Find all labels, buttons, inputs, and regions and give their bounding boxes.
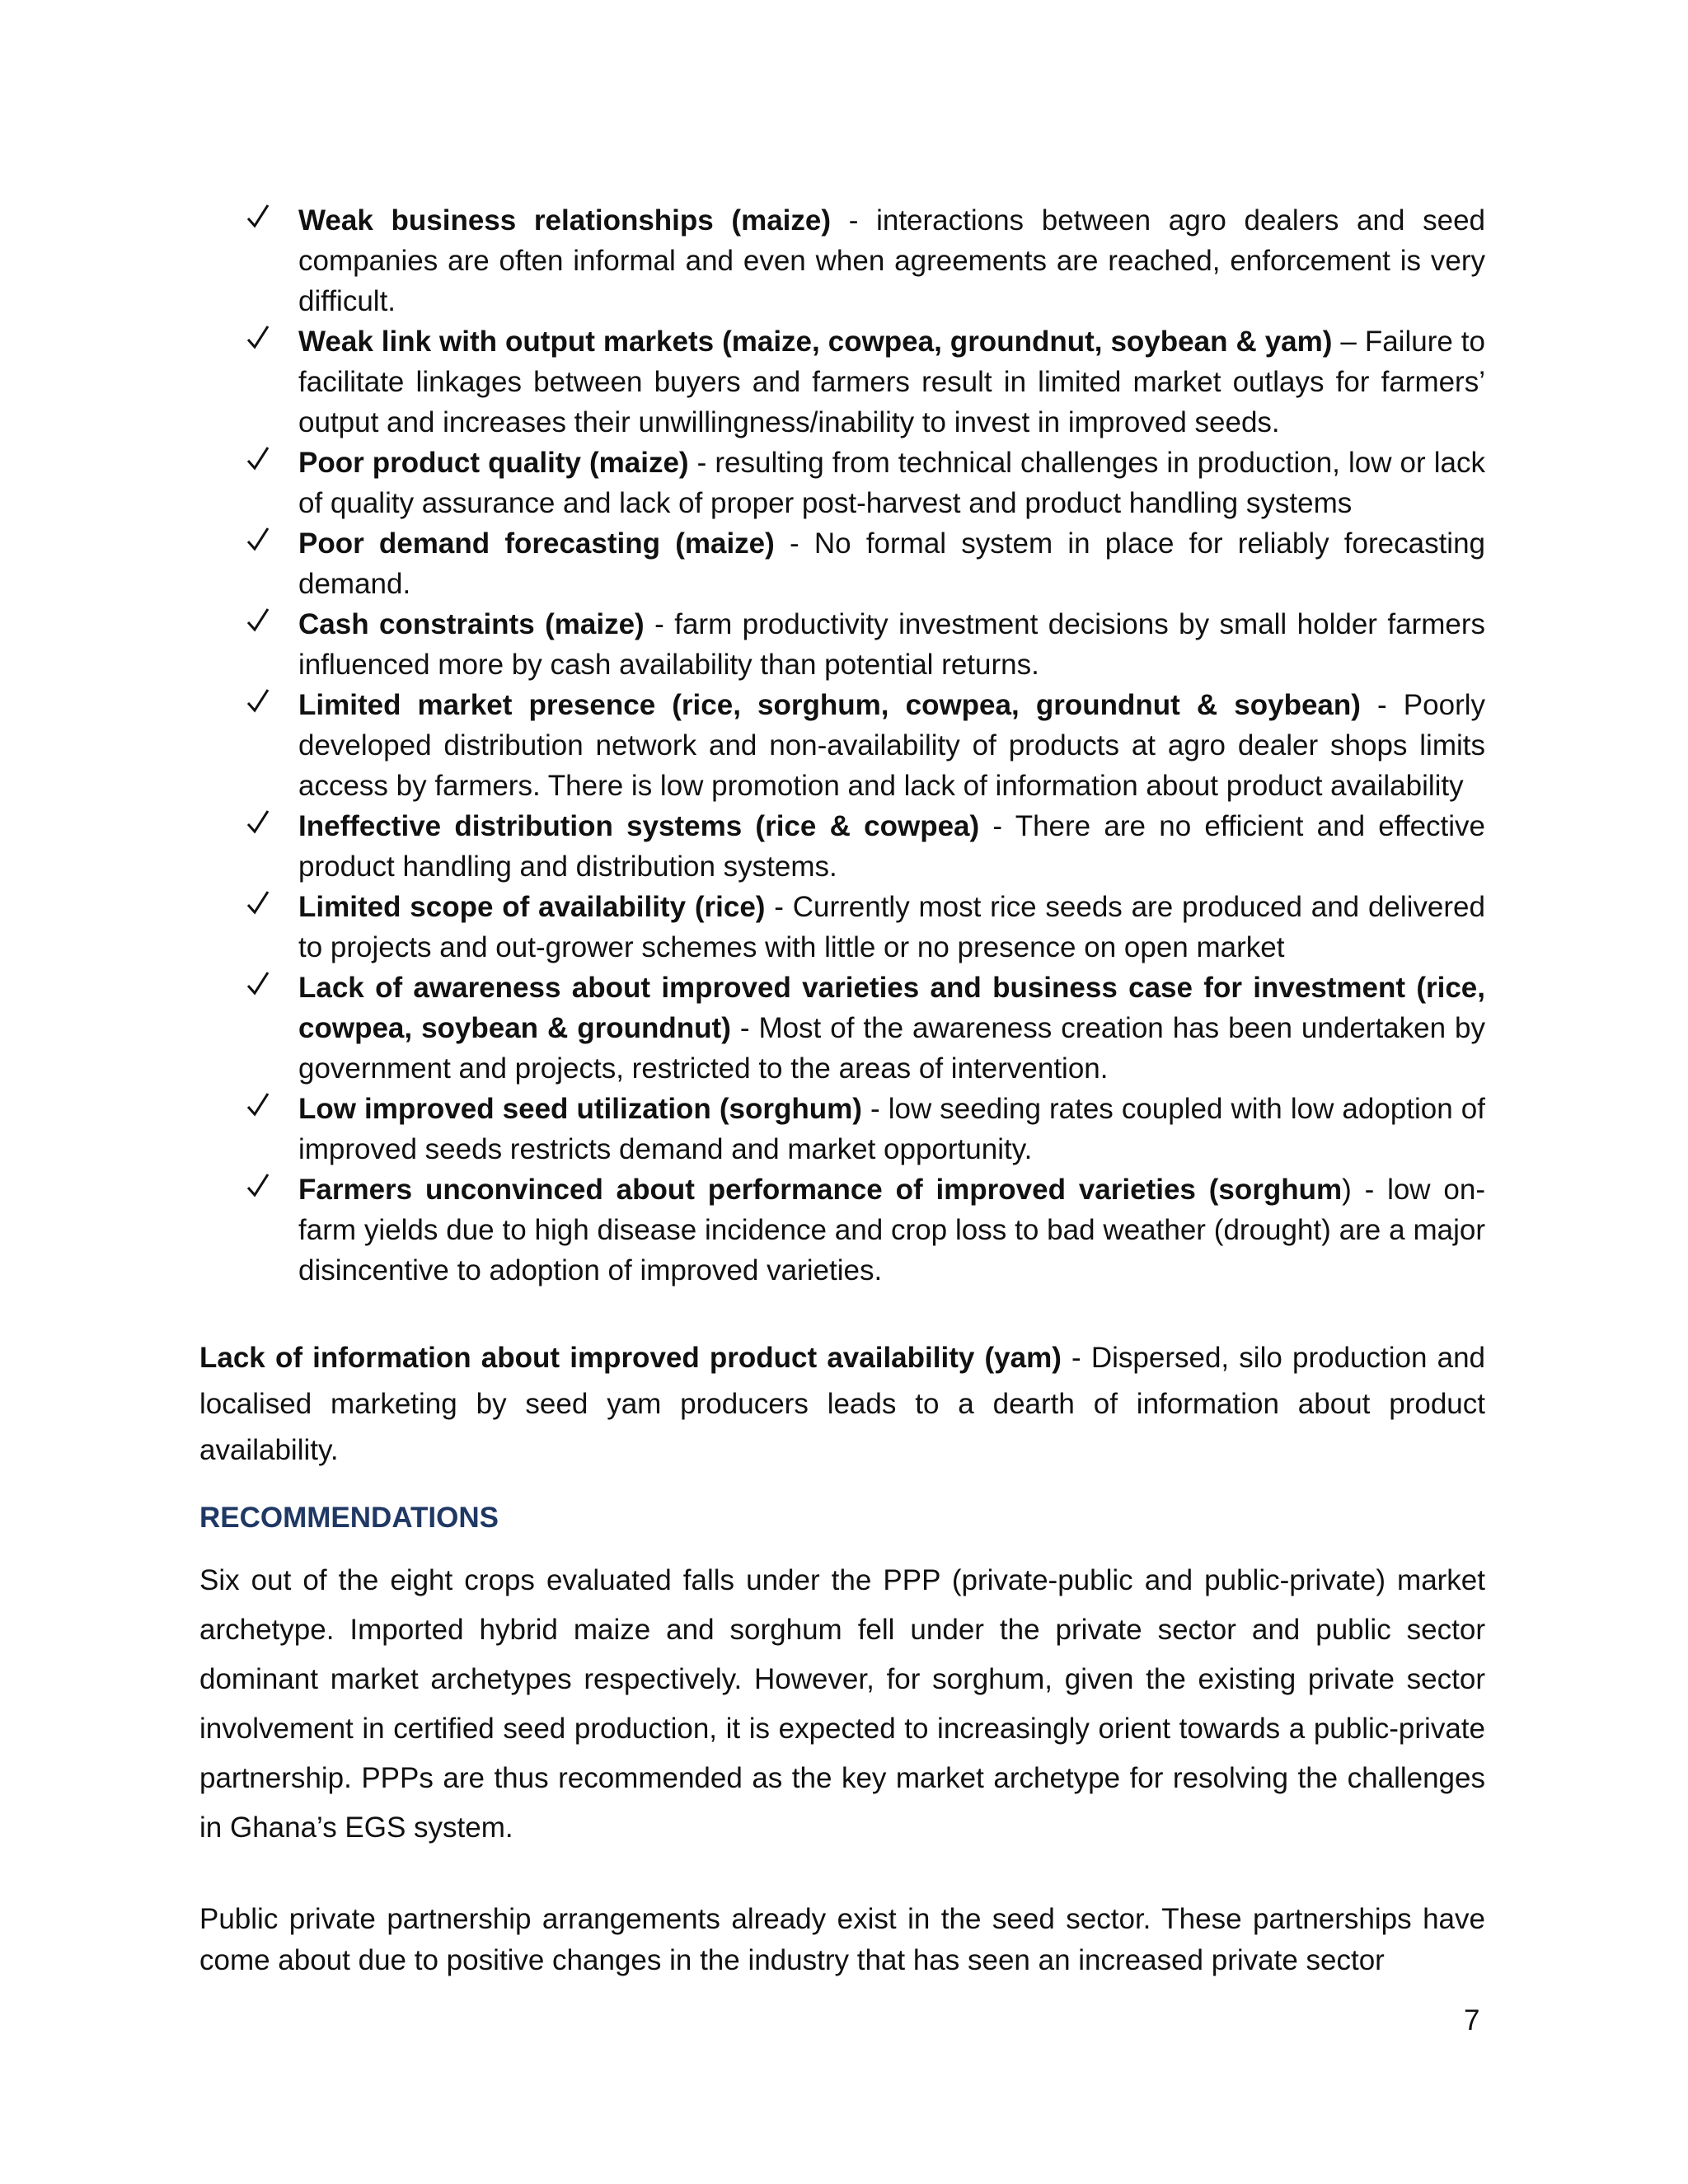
- list-item: [241, 887, 1485, 968]
- checkmark-icon: [246, 1169, 279, 1210]
- section-heading: RECOMMENDATIONS: [199, 1502, 499, 1534]
- list-item-text: - resulting from technical challenges in production, low or lack of quality assurance and lack of proper post-harvest and product handling systems: [298, 447, 1485, 519]
- checkmark-icon: [246, 321, 279, 362]
- list-item-text: - farm productivity investment decisions by small holder farmers influenced more by cash availability than potential returns.: [298, 608, 1485, 681]
- list-item-title: Farmers unconvinced about performance of improved varieties (sorghum: [298, 1174, 1343, 1206]
- checkmark-icon: [246, 968, 279, 1008]
- list-item-text: - Poorly developed distribution network and non-availability of products at agro dealer shops limits access by farmers. There is low promotion and lack of information about product availability: [298, 689, 1486, 802]
- list-item-title: Lack of awareness about improved varieties and business case for investment (rice, cowpea, soybean & groundnut): [298, 972, 1485, 1044]
- list-item-title: Poor product quality (maize): [298, 447, 689, 479]
- recommendations-paragraph: Six out of the eight crops evaluated falls under the PPP (private-public and public-private) market archetype. Imported hybrid maize and sorghum fell under the private sector and public sector dominant market archetypes respectively. However, for sorghum, given the existing private sector involvement in certified seed production, it is expected to increasingly orient towards a public-private partnership. PPPs are thus recommended as the key market archetype for resolving the challenges in Ghana’s EGS system.: [199, 1564, 1485, 1844]
- list-item-title: Limited market presence (rice, sorghum, cowpea, groundnut & soybean): [298, 689, 1361, 721]
- list-item-title: Cash constraints (maize): [298, 608, 645, 640]
- checkmark-icon: [246, 887, 279, 927]
- list-item: [241, 200, 1485, 321]
- list-item: [241, 523, 1485, 604]
- list-item: [241, 321, 1485, 443]
- checkmark-icon: [246, 443, 279, 483]
- paragraph-title: Lack of information about improved product availability (yam): [199, 1342, 1062, 1374]
- list-item-text: - low seeding rates coupled with low adoption of improved seeds restricts demand and market opportunity.: [298, 1093, 1485, 1165]
- list-item-text: - Most of the awareness creation has been undertaken by government and projects, restricted to the areas of intervention.: [298, 1012, 1485, 1085]
- list-item: [241, 806, 1485, 887]
- list-item-text: - Currently most rice seeds are produced and delivered to projects and out-grower schemes with little or no presence on open market: [298, 891, 1485, 963]
- list-item-title: Low improved seed utilization (sorghum): [298, 1093, 862, 1125]
- constraints-checklist: [241, 200, 1485, 1291]
- list-item-text: - No formal system in place for reliably forecasting demand.: [298, 527, 1486, 600]
- checkmark-icon: [246, 604, 279, 644]
- checkmark-icon: [246, 523, 279, 564]
- checkmark-icon: [246, 200, 279, 241]
- ppp-paragraph: Public private partnership arrangements already exist in the seed sector. These partnerships have come about due to positive changes in the industry that has seen an increased private sector: [199, 1903, 1485, 1976]
- availability-paragraph: [199, 1335, 1485, 1474]
- list-item-title: Weak link with output markets (maize, cowpea, groundnut, soybean & yam): [298, 326, 1333, 358]
- list-item-title: Weak business relationships (maize): [298, 204, 832, 237]
- checkmark-icon: [246, 685, 279, 725]
- page-number: 7: [1464, 2004, 1480, 2036]
- list-item-title: Poor demand forecasting (maize): [298, 527, 775, 560]
- list-item-text: ) - low on-farm yields due to high disease incidence and crop loss to bad weather (drought) are a major disincentive to adoption of improved varieties.: [298, 1174, 1485, 1286]
- paragraph-text: - Dispersed, silo production and localised marketing by seed yam producers leads to a dearth of information about product availability.: [199, 1342, 1485, 1466]
- checkmark-icon: [246, 806, 279, 846]
- list-item: [241, 1169, 1485, 1291]
- checkmark-icon: [246, 1089, 279, 1129]
- list-item-text: - There are no efficient and effective product handling and distribution systems.: [298, 810, 1485, 883]
- list-item: [241, 968, 1485, 1089]
- list-item: [241, 443, 1485, 523]
- list-item-title: Limited scope of availability (rice): [298, 891, 766, 923]
- list-item-title: Ineffective distribution systems (rice & cowpea): [298, 810, 980, 842]
- list-item: [241, 1089, 1485, 1169]
- list-item: [241, 604, 1485, 685]
- list-item-text: - interactions between agro dealers and seed companies are often informal and even when agreements are reached, enforcement is very difficult.: [298, 204, 1486, 317]
- list-item-text: – Failure to facilitate linkages between buyers and farmers result in limited market outlays for farmers’ output and increases their unwillingness/inability to invest in improved seeds.: [298, 326, 1485, 438]
- list-item: [241, 685, 1485, 806]
